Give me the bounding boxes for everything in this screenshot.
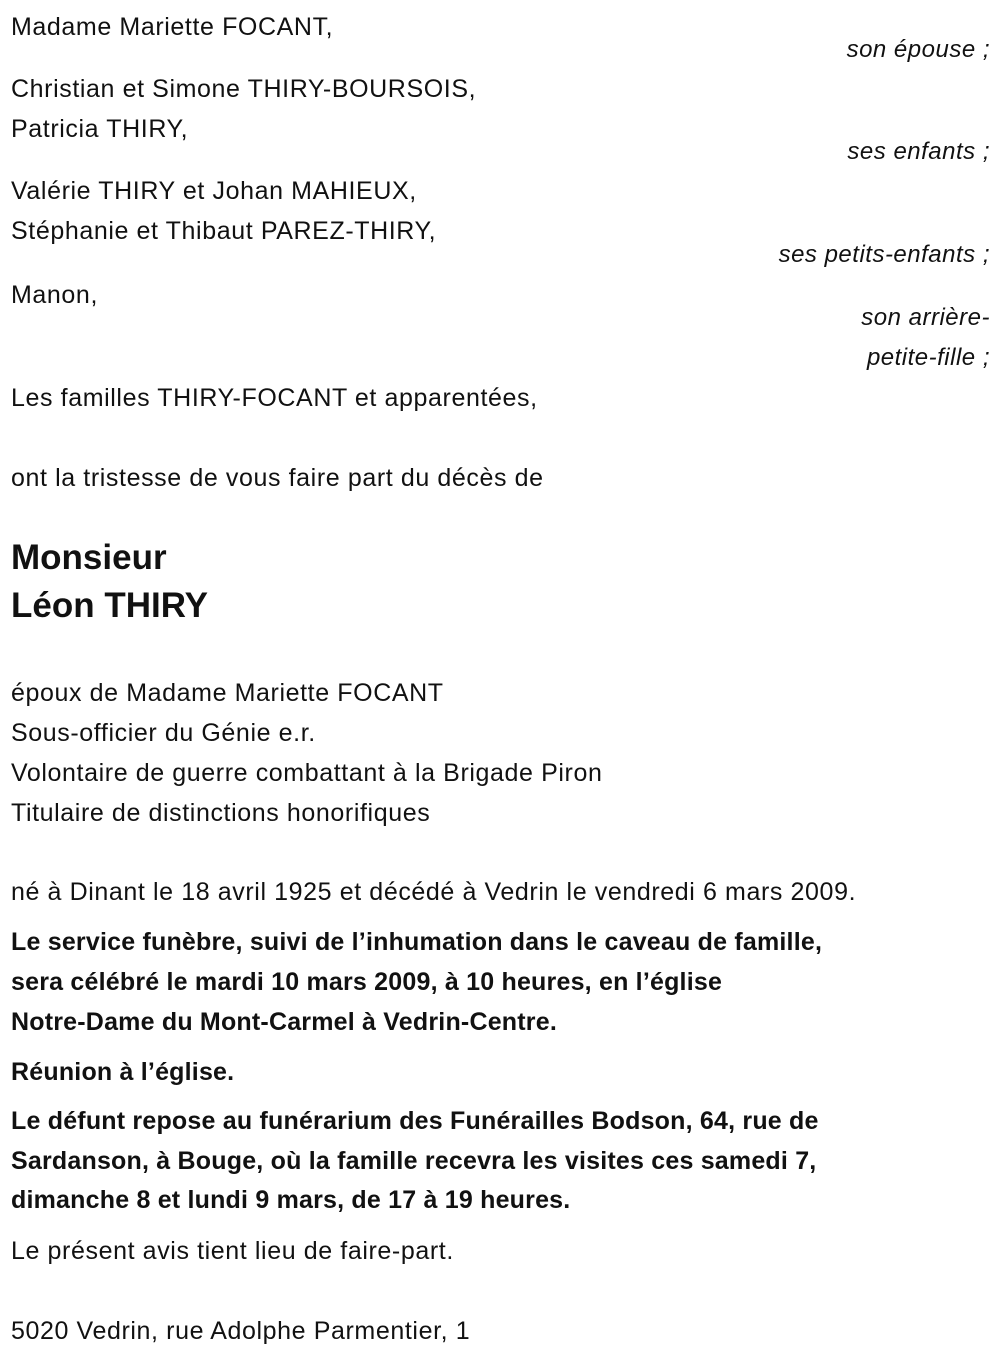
- visitation-line: dimanche 8 et lundi 9 mars, de 17 à 19 heures.: [11, 1186, 571, 1214]
- visitation-line: Le défunt repose au funérarium des Funérailles Bodson, 64, rue de: [11, 1107, 819, 1135]
- great-grandchild-role: son arrière-: [861, 304, 990, 331]
- child-name: Patricia THIRY,: [11, 115, 189, 143]
- grandchildren-role: ses petits-enfants ;: [778, 241, 990, 268]
- meeting: Réunion à l’église.: [11, 1058, 235, 1086]
- deceased-title-line: Volontaire de guerre combattant à la Brigade Piron: [11, 759, 603, 787]
- announcement: ont la tristesse de vous faire part du décès de: [11, 464, 544, 492]
- spouse-name: Madame Mariette FOCANT,: [11, 13, 334, 41]
- great-grandchild-role: petite-fille ;: [866, 344, 990, 371]
- families: Les familles THIRY-FOCANT et apparentées,: [11, 384, 538, 412]
- address: 5020 Vedrin, rue Adolphe Parmentier, 1: [11, 1317, 471, 1345]
- deceased-name: Léon THIRY: [11, 586, 209, 625]
- spouse-role: son épouse ;: [846, 36, 990, 63]
- deceased-title-line: Titulaire de distinctions honorifiques: [11, 799, 431, 827]
- great-grandchild-name: Manon,: [11, 281, 98, 309]
- service-line: Notre-Dame du Mont-Carmel à Vedrin-Centre.: [11, 1008, 557, 1036]
- notice: Le présent avis tient lieu de faire-part.: [11, 1237, 454, 1265]
- deceased-title: Monsieur: [11, 538, 167, 577]
- service-line: Le service funèbre, suivi de l’inhumation dans le caveau de famille,: [11, 928, 823, 956]
- birth-death: né à Dinant le 18 avril 1925 et décédé à Vedrin le vendredi 6 mars 2009.: [11, 878, 857, 906]
- grandchild-name: Stéphanie et Thibaut PAREZ-THIRY,: [11, 217, 437, 245]
- grandchild-name: Valérie THIRY et Johan MAHIEUX,: [11, 177, 417, 205]
- deceased-title-line: époux de Madame Mariette FOCANT: [11, 679, 444, 707]
- service-line: sera célébré le mardi 10 mars 2009, à 10 heures, en l’église: [11, 968, 723, 996]
- visitation-line: Sardanson, à Bouge, où la famille recevra les visites ces samedi 7,: [11, 1147, 817, 1175]
- child-name: Christian et Simone THIRY-BOURSOIS,: [11, 75, 477, 103]
- deceased-title-line: Sous-officier du Génie e.r.: [11, 719, 316, 747]
- children-role: ses enfants ;: [847, 138, 990, 165]
